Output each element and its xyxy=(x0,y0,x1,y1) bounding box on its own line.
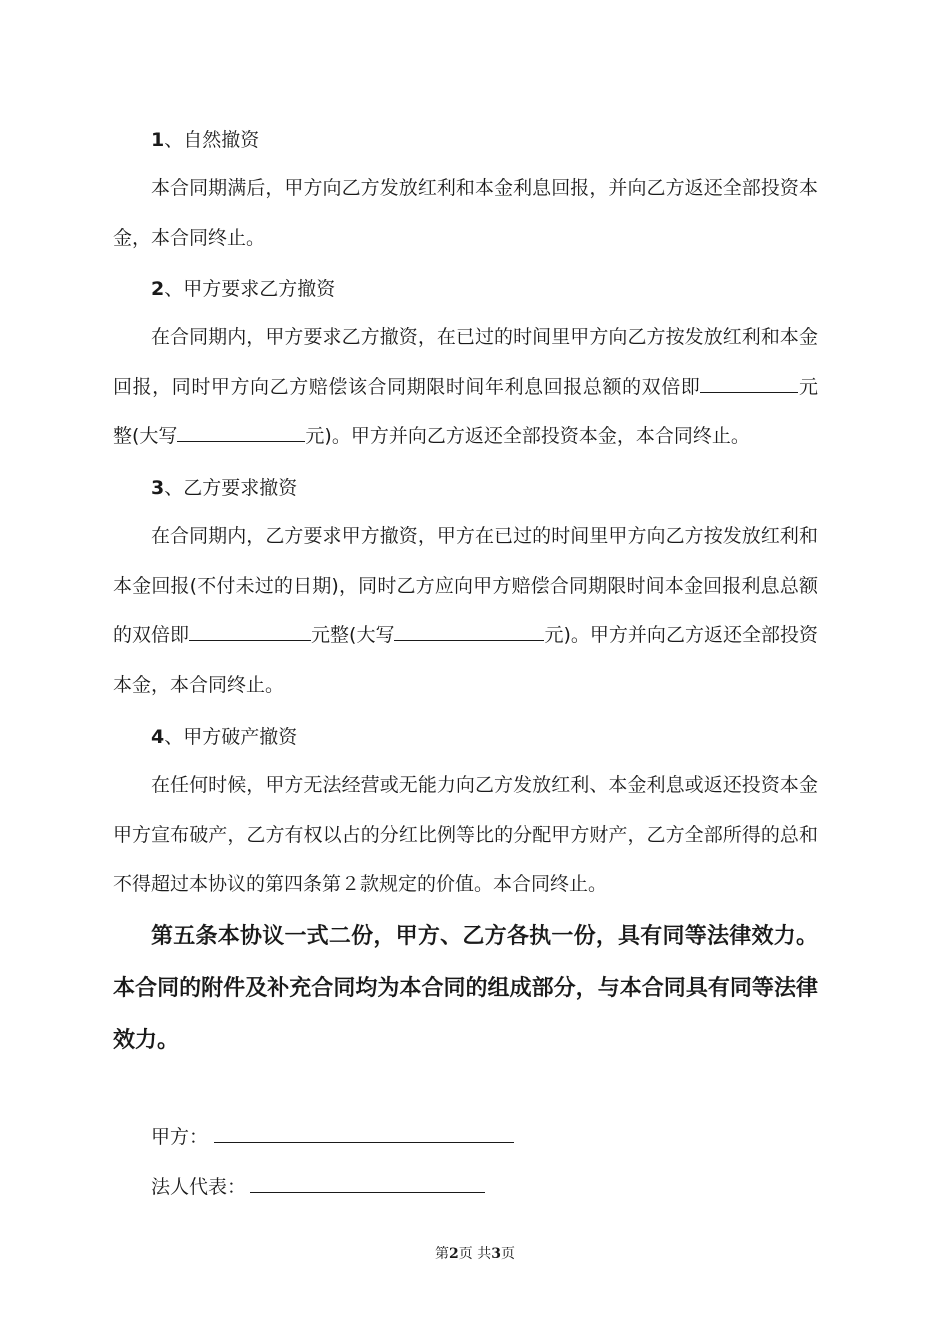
section-3-paragraph xyxy=(113,512,818,710)
party-a-signature-line xyxy=(214,1124,514,1143)
party-a-signature-row xyxy=(151,1124,514,1149)
section-1-paragraph: 本合同期满后，甲方向乙方发放红利和本金利息回报，并向乙方返还全部投资本金，本合同终止。 xyxy=(113,177,818,249)
section-3-text-c: 元)。甲方并向乙方返还全部投资本金，本合同终止。 xyxy=(113,624,818,696)
section-4-number: 4 xyxy=(151,726,165,748)
legal-rep-signature-line xyxy=(250,1174,485,1193)
section-3-text-b: 元整(大写 xyxy=(311,624,395,646)
section-1-heading xyxy=(151,128,831,152)
section-2-text-b: 元整(大写 xyxy=(113,375,818,447)
footer-middle: 页 共 xyxy=(458,1246,492,1262)
section-3-number: 3 xyxy=(151,477,165,499)
page-footer xyxy=(0,1245,950,1263)
section-2-text-a: 在合同期内，甲方要求乙方撤资，在已过的时间里甲方向乙方按发放红利和本金回报，同时甲方向乙方赔偿该合同期限时间年利息回报总额的双倍即 xyxy=(113,326,818,398)
section-2-text-c: 元)。甲方并向乙方返还全部投资本金，本合同终止。 xyxy=(305,425,750,447)
section-4-paragraph: 在任何时候，甲方无法经营或无能力向乙方发放红利、本金利息或返还投资本金甲方宣布破产，乙方有权以占的分红比例等比的分配甲方财产，乙方全部所得的总和不得超过本协议的第四条第２款规定的价值。本合同终止。 xyxy=(113,774,818,895)
legal-rep-signature-row xyxy=(151,1174,485,1199)
footer-prefix: 第 xyxy=(435,1246,450,1262)
section-2-title: 、甲方要求乙方撤资 xyxy=(164,278,336,300)
section-2-number: 2 xyxy=(151,278,165,300)
party-a-label: 甲方： xyxy=(151,1126,209,1148)
section-1-number: 1 xyxy=(151,129,165,151)
footer-total-pages: 3 xyxy=(491,1246,501,1262)
section-4-heading xyxy=(151,725,831,749)
footer-current-page: 2 xyxy=(449,1246,459,1262)
section-2-paragraph xyxy=(113,313,818,462)
article-5-paragraph: 第五条本协议一式二份，甲方、乙方各执一份，具有同等法律效力。本合同的附件及补充合同均为本合同的组成部分，与本合同具有同等法律效力。 xyxy=(113,924,818,1053)
footer-suffix: 页 xyxy=(500,1246,515,1262)
section-3-text-a: 在合同期内，乙方要求甲方撤资，甲方在已过的时间里甲方向乙方按发放红利和本金回报(不付未过的日期)，同时乙方应向甲方赔偿合同期限时间本金回报利息总额的双倍即 xyxy=(113,525,818,646)
section-3-heading xyxy=(151,476,831,500)
legal-rep-label: 法人代表： xyxy=(151,1176,247,1198)
section-1-title: 、自然撤资 xyxy=(164,129,260,151)
section-3-title: 、乙方要求撤资 xyxy=(164,477,298,499)
section-4-title: 、甲方破产撤资 xyxy=(164,726,298,748)
section-2-capital-blank xyxy=(177,423,305,442)
section-3-amount-blank xyxy=(189,622,311,641)
section-3-capital-blank xyxy=(394,622,544,641)
section-2-heading xyxy=(151,277,831,301)
section-2-amount-blank xyxy=(700,374,798,393)
